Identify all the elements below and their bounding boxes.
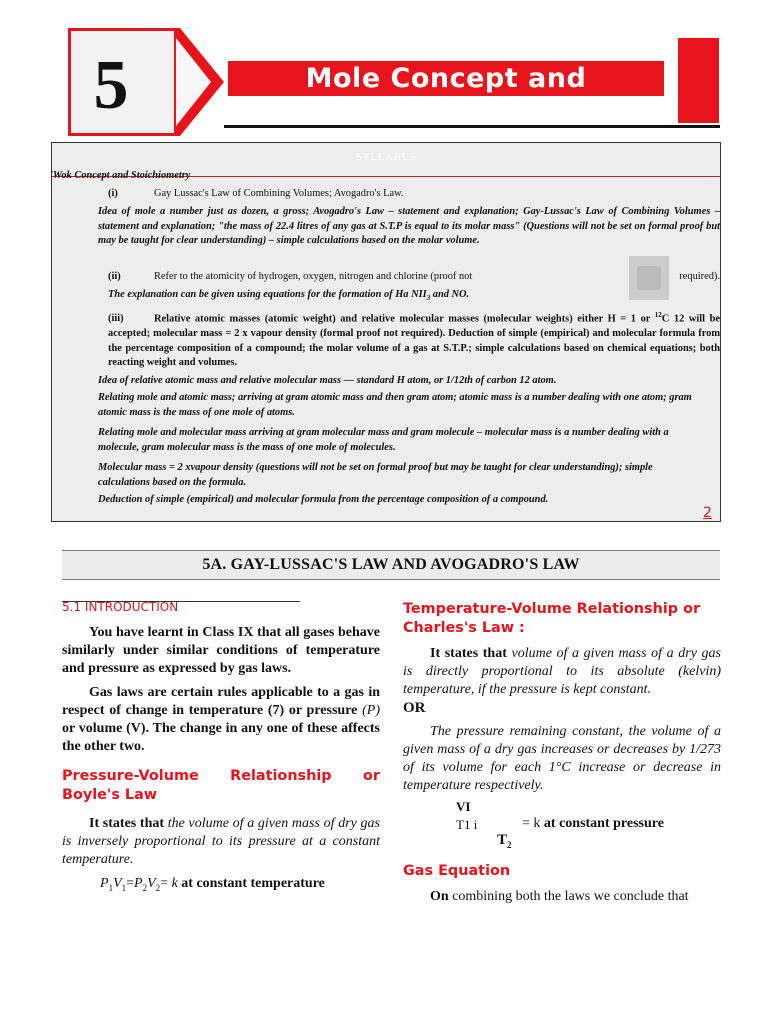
syllabus-para-1: Idea of relative atomic mass and relative molecular mass — standard H atom, or 1/12th of carbon 12 atom. [98,375,557,386]
syllabus-para-4: Molecular mass = 2 xvapour density (questions will not be set on formal proof but may be taught for clear understanding); simple calculations based on the formula. [98,462,653,488]
or-separator: OR [403,700,426,716]
chapter-title: Mole Concept and [305,63,587,94]
item-text-end: required). [679,271,720,282]
charles-alternate: The pressure remaining constant, the volume of a given mass of a dry gas increases or decreases by 1/273 of its volume for each 1°C increase or decrease in temperature respectively. [403,724,721,793]
gas-equation-paragraph: On combining both the laws we conclude that [430,889,689,904]
item-text: Gay Lussac's Law of Combining Volumes; Avogadro's Law. [154,188,404,199]
item-text: Refer to the atomicity of hydrogen, oxygen, nitrogen and chlorine (proof not [154,271,473,282]
syllabus-box [51,142,721,522]
chapter-underline [224,125,720,128]
intro-paragraph-2: Gas laws are certain rules applicable to a gas in respect of change in temperature (7) or pressure (P) or volume (V). The change in any one of these affects the other two. [62,685,380,754]
chapter-side-bar [678,38,719,123]
syllabus-item-3: (iii) Relative atomic masses (atomic weight) and relative molecular masses (molecular weights) either H = 1 or $^{12}$C 12 will be accepted; molecular mass = 2 x vapour density (formal proof not required). Deduction of simple (empirical) and molecular formula from the percentage composition of a compound; the molar volume of a gas at S.T.P.; simple calculations based on chemical equations; both reacting weight and volumes. [108,311,720,369]
syllabus-heading: SYLLABUS [355,151,417,163]
chapter-number: 5 [93,47,129,124]
section-title: 5A. GAY-LUSSAC'S LAW AND AVOGADRO'S LAW [62,550,720,580]
syllabus-para-3: Relating mole and molecular mass arriving at gram molecular mass and gram molecule – molecular mass is a number dealing with a molecule, gram molecular mass is the mass of one mole of molecules. [98,427,669,453]
charles-heading: Temperature-Volume Relationship or Charles's Law : [403,601,701,636]
syllabus-topic: 'Wok Concept and Stoichiometry [50,170,191,181]
syllabus-thumbnail-image [629,256,669,300]
boyle-paragraph: It states that the volume of a given mass of dry gas is inversely proportional to its pressure at a constant temperature. [62,816,381,867]
item-number: (iii) [108,313,124,325]
syllabus-item-2-desc: The explanation can be given using equations for the formation of Ha $NII_3$ and NO. [108,289,470,303]
eq-t2: $T_2$ [497,832,512,850]
syllabus-para-5: Deduction of simple (empirical) and molecular formula from the percentage composition of a compound. [98,494,549,505]
item-number: (ii) [108,271,121,282]
eq-t1: T1 i [456,817,478,832]
eq-v1: VI [456,799,471,814]
item-number: (i) [108,188,118,199]
charles-equation: = k at constant pressure [522,816,664,831]
gas-equation-heading: Gas Equation [403,863,511,879]
syllabus-page-ref: 2 [703,505,712,521]
intro-heading: 5.1 INTRODUCTION [62,600,179,614]
charles-paragraph: It states that volume of a given mass of a dry gas is directly proportional to its absolute (kelvin) temperature, if the pressure is kept constant. [403,646,721,697]
boyle-heading: Pressure-Volume Relationship or Boyle's Law [62,768,380,803]
boyle-equation: $P_1V_1=P_2V_2= k$ at constant temperature [100,876,325,893]
syllabus-para-2: Relating mole and atomic mass; arriving at gram atomic mass and then gram atom; atomic mass is a number dealing with one atom; gram atomic mass is the mass of one mole of atoms. [98,392,692,418]
chapter-number-badge [68,28,224,136]
syllabus-item-1 [108,187,404,202]
syllabus-item-1-desc: Idea of mole a number just as dozen, a gross; Avogadro's Law – statement and explanation; Gay-Lussac's Law of Combining Volumes – statement and explanation; "the mass of 22.4 litres of any gas at S.T.P is equal to its molar mass" (Questions will not be set on formal proof but may be taught for clear understanding) – simple calculations based on the molar volume. [98,206,720,247]
intro-paragraph-1: You have learnt in Class IX that all gases behave similarly under similar conditions of temperature and pressure as expressed by gas laws. [62,625,380,676]
